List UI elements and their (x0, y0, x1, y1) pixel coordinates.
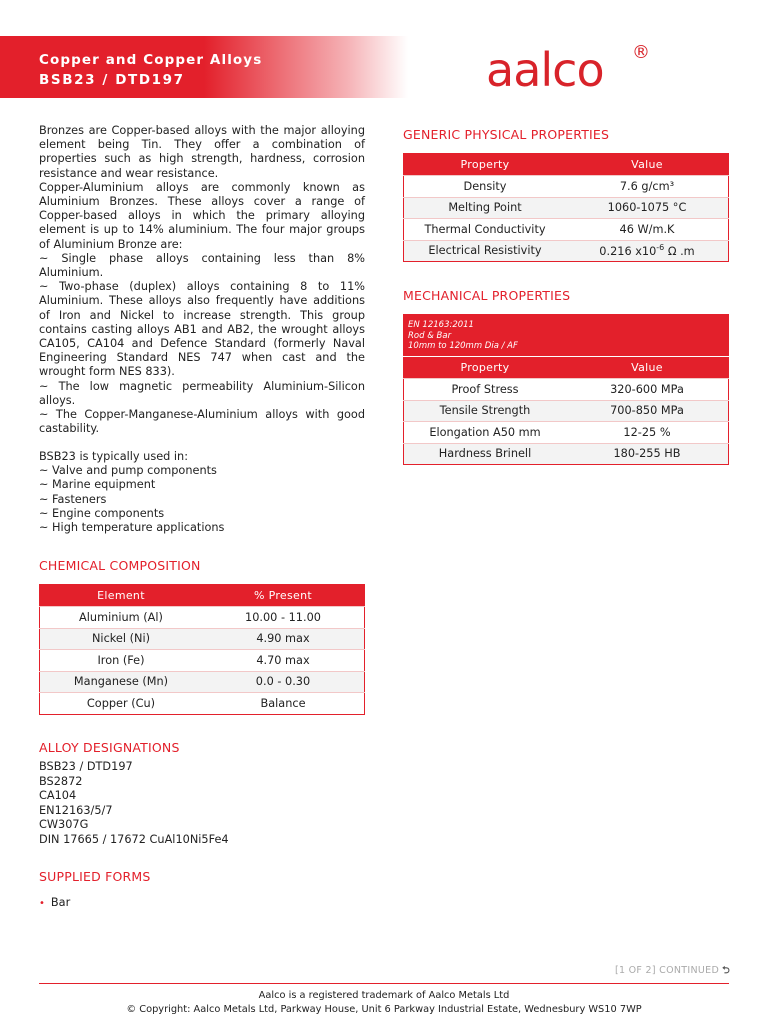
table-cell: 180-255 HB (566, 443, 729, 465)
table-row (404, 240, 729, 262)
table-cell: Manganese (Mn) (40, 671, 203, 693)
table-cell: 4.90 max (202, 628, 365, 650)
note-line: Rod & Bar (408, 330, 452, 341)
table-cell: 12-25 % (566, 422, 729, 444)
table-header-row (404, 154, 729, 176)
logo-wordmark: aalco (486, 43, 604, 97)
list-item: Bar (50, 896, 71, 909)
list-item: ~ High temperature applications (39, 521, 225, 535)
resistivity-value: 0.216 x10 (599, 245, 657, 259)
table-cell: Nickel (Ni) (40, 628, 203, 650)
table-cell: Iron (Fe) (40, 650, 203, 672)
mechanical-note-band (403, 314, 729, 356)
table-cell: 700-850 MPa (566, 400, 729, 422)
intro-paragraph: ~ The low magnetic permeability Aluminium-Silicon alloys. (39, 379, 365, 407)
table-row (404, 197, 729, 219)
column-header: % Present (202, 585, 365, 607)
list-item: ~ Fasteners (39, 492, 107, 506)
table-row (404, 443, 729, 465)
supplied-forms-heading: SUPPLIED FORMS (39, 869, 151, 884)
bullet-icon: • (39, 898, 45, 909)
list-item: ~ Engine components (39, 506, 165, 520)
table-cell (566, 240, 729, 262)
chemical-composition-heading: CHEMICAL COMPOSITION (39, 558, 201, 573)
table-cell: Copper (Cu) (40, 693, 203, 715)
title-line-2: BSB23 / DTD197 (39, 72, 185, 88)
list-item: BS2872 (39, 774, 83, 788)
table-row (404, 379, 729, 401)
alloy-designations-list (39, 760, 229, 847)
column-header: Property (404, 357, 567, 379)
intro-paragraph: ~ Two-phase (duplex) alloys containing 8 to 11% Aluminium. These alloys also frequently have additions of Iron and Nickel to increase strength. This group contains casting alloys AB1 and AB2, the wrought alloys CA105, CA104 and Defence Standard (formerly Naval Engineering Standard NES 747 when cast and the wrought form NES 833). (39, 280, 365, 379)
uses-list (39, 450, 365, 535)
column-header: Element (40, 585, 203, 607)
list-item: ~ Valve and pump components (39, 464, 217, 478)
table-row (40, 671, 365, 693)
table-cell: 10.00 - 11.00 (202, 607, 365, 629)
table-cell: 4.70 max (202, 650, 365, 672)
table-cell: Hardness Brinell (404, 443, 567, 465)
aalco-logo (486, 40, 656, 100)
registered-mark: ® (632, 42, 650, 63)
trademark-notice: Aalco is a registered trademark of Aalco Metals Ltd (258, 990, 510, 1001)
physical-properties-table (403, 153, 729, 262)
page-title (39, 50, 262, 90)
list-item: BSB23 / DTD197 (39, 760, 133, 773)
column-header: Value (566, 357, 729, 379)
note-line: EN 12163:2011 (408, 320, 474, 330)
table-cell: Melting Point (404, 197, 567, 219)
table-cell: 320-600 MPa (566, 379, 729, 401)
intro-text (39, 124, 365, 436)
return-arrow-icon: ⮌ (722, 965, 730, 976)
table-cell: 1060-1075 °C (566, 197, 729, 219)
continued-label: [1 OF 2] CONTINUED (614, 965, 720, 976)
table-cell: 46 W/m.K (566, 219, 729, 241)
list-item: ~ Marine equipment (39, 478, 156, 492)
table-cell: Thermal Conductivity (404, 219, 567, 241)
physical-properties-heading: GENERIC PHYSICAL PROPERTIES (403, 127, 610, 142)
note-line: 10mm to 120mm Dia / AF (408, 341, 518, 351)
column-header: Property (404, 154, 567, 176)
list-item: CA104 (39, 789, 77, 802)
intro-paragraph: ~ The Copper-Manganese-Aluminium alloys with good castability. (39, 408, 365, 436)
table-cell: Electrical Resistivity (404, 240, 567, 262)
copyright-notice: © Copyright: Aalco Metals Ltd, Parkway House, Unit 6 Parkway Industrial Estate, Wednesbury WS10 7WP (126, 1004, 642, 1015)
table-row (404, 219, 729, 241)
resistivity-unit: Ω .m (664, 245, 695, 259)
alloy-designations-heading: ALLOY DESIGNATIONS (39, 740, 180, 755)
intro-paragraph: ~ Single phase alloys containing less than 8% Aluminium. (39, 251, 365, 280)
title-line-1: Copper and Copper Alloys (39, 52, 263, 68)
table-row (40, 628, 365, 650)
intro-paragraph: Bronzes are Copper-based alloys with the major alloying element being Tin. They offer a combination of properties such as high strength, hardness, corrosion resistance and wear resistance. (39, 124, 365, 180)
footer-divider (39, 983, 729, 984)
continued-indicator (615, 963, 730, 979)
table-cell: Density (404, 176, 567, 198)
table-header-row (404, 357, 729, 379)
table-cell: 0.0 - 0.30 (202, 671, 365, 693)
table-row (404, 176, 729, 198)
table-row (404, 422, 729, 444)
list-item: EN12163/5/7 (39, 803, 113, 817)
supplied-forms-list (39, 896, 70, 909)
mechanical-properties-heading: MECHANICAL PROPERTIES (403, 288, 571, 303)
table-row (404, 400, 729, 422)
column-header: Value (566, 154, 729, 176)
table-cell: 7.6 g/cm³ (566, 176, 729, 198)
list-item: CW307G (39, 818, 89, 831)
table-row (40, 607, 365, 629)
table-cell: Elongation A50 mm (404, 422, 567, 444)
table-cell: Proof Stress (404, 379, 567, 401)
table-cell: Aluminium (Al) (40, 607, 203, 629)
resistivity-exponent: -6 (656, 243, 665, 253)
title-banner (0, 36, 408, 98)
list-item: DIN 17665 / 17672 CuAl10Ni5Fe4 (39, 832, 229, 846)
mechanical-properties-table (403, 357, 729, 465)
table-row (40, 650, 365, 672)
table-row (40, 693, 365, 715)
chemical-composition-table (39, 584, 365, 715)
table-cell: Balance (202, 693, 365, 715)
table-header-row (40, 585, 365, 607)
table-cell: Tensile Strength (404, 400, 567, 422)
intro-paragraph: Copper-Aluminium alloys are commonly known as Aluminium Bronzes. These alloys cover a range of Copper-based alloys in which the primary alloying element is up to 14% aluminium. The four major groups of Aluminium Bronze are: (39, 180, 365, 251)
uses-heading: BSB23 is typically used in: (39, 450, 189, 463)
